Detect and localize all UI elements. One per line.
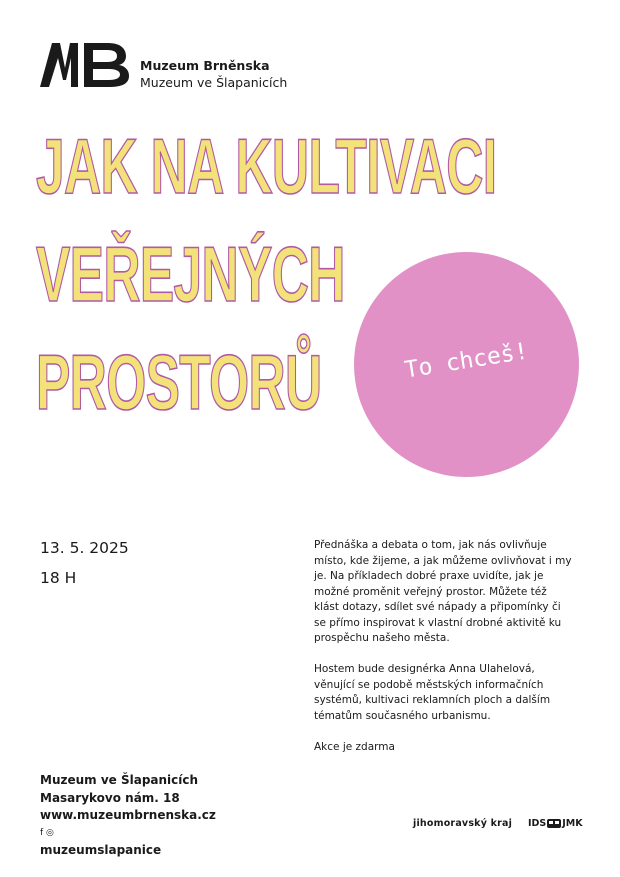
contact-block [40,772,216,860]
event-time: 18 H [40,569,77,587]
jmk-logo: jihomoravský kraj [413,818,513,829]
social-line [40,825,216,860]
title-line-1: JAK NA KULTIVACI [36,122,497,210]
description-paragraph-3: Akce je zdarma [314,740,395,753]
tram-icon [547,819,561,828]
social-icons: f ◎ [40,827,54,838]
jmk-text: JMK [562,818,583,829]
social-handle[interactable]: muzeumslapanice [40,843,162,857]
pink-circle-badge [354,252,579,477]
title-line-3: PROSTORŮ [36,338,322,426]
org-name-secondary: Muzeum ve Šlapanicích [140,75,288,90]
description-paragraph-2: Hostem bude designérka Anna Ulahelová, věnující se podobě městských informačních systémů, kultivaci reklamních ploch a dalším tématům současného urbanismu. [314,663,551,722]
website-link[interactable]: www.muzeumbrnenska.cz [40,808,216,822]
street-address: Masarykovo nám. 18 [40,790,180,805]
description-paragraph-1: Přednáška a debata o tom, jak nás ovlivňuje místo, kde žijeme, a jak můžeme ovlivňovat i my je. Na příkladech dobré praxe uvidíte, jak je možné proměnit veřejný prostor. Můžete též klást dotazy, sdílet své nápady a připomínky či se přímo inspirovat k vlastní drobné aktivitě ku prospěchu našeho města. [314,539,572,644]
event-date: 13. 5. 2025 [40,539,129,557]
title-line-2: VEŘEJNÝCH [36,230,345,318]
event-description [314,538,574,771]
ids-jmk-logo [528,818,583,829]
venue-name: Muzeum ve Šlapanicích [40,773,199,787]
museum-name [140,57,287,91]
ids-text: IDS [528,818,547,829]
museum-logo [38,40,132,90]
badge-text: To chceš! [402,338,531,384]
org-name-primary: Muzeum Brněnska [140,58,270,73]
